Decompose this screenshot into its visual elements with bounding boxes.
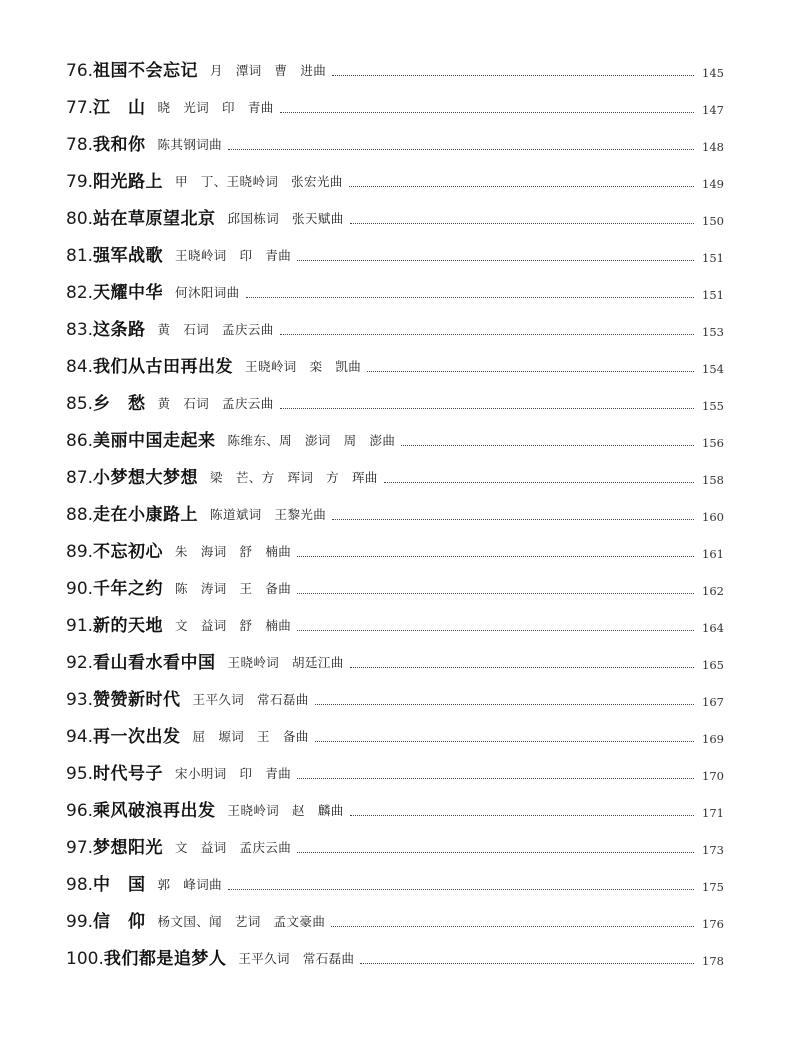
dot-leader — [246, 297, 694, 298]
entry-credits: 王晓岭词 赵 麟曲 — [227, 803, 344, 818]
entry-title: 小梦想大梦想 — [93, 468, 199, 488]
entry-number: 79. — [66, 172, 94, 192]
entry-credits: 陈维东、周 澎词 周 澎曲 — [227, 433, 396, 448]
entry-title: 江 山 — [93, 98, 146, 118]
entry-credits: 黄 石词 孟庆云曲 — [157, 322, 274, 337]
dot-leader — [297, 593, 694, 594]
entry-credits: 陈其钢词曲 — [157, 137, 223, 152]
toc-entry[interactable] — [66, 533, 724, 563]
dot-leader — [332, 519, 694, 520]
toc-entry[interactable] — [66, 866, 724, 896]
toc-entry[interactable] — [66, 459, 724, 489]
dot-leader — [297, 852, 694, 853]
dot-leader — [350, 815, 694, 816]
entry-page-number: 170 — [702, 769, 724, 783]
entry-credits: 文 益词 舒 楠曲 — [175, 618, 292, 633]
toc-entry[interactable] — [66, 496, 724, 526]
toc-entry[interactable] — [66, 52, 724, 82]
entry-credits: 甲 丁、王晓岭词 张宏光曲 — [175, 174, 343, 189]
entry-number: 100. — [66, 949, 104, 969]
dot-leader — [315, 704, 694, 705]
toc-entry[interactable] — [66, 348, 724, 378]
entry-title: 中 国 — [93, 875, 146, 895]
entry-title: 赞赞新时代 — [93, 690, 181, 710]
dot-leader — [297, 260, 694, 261]
entry-credits: 王平久词 常石磊曲 — [192, 692, 309, 707]
entry-page-number: 169 — [702, 732, 724, 746]
dot-leader — [349, 186, 694, 187]
entry-title: 梦想阳光 — [93, 838, 164, 858]
entry-page-number: 175 — [702, 880, 724, 894]
dot-leader — [360, 963, 694, 964]
toc-entry[interactable] — [66, 792, 724, 822]
toc-entry[interactable] — [66, 237, 724, 267]
dot-leader — [315, 741, 694, 742]
entry-credits: 陈 涛词 王 备曲 — [175, 581, 292, 596]
entry-credits: 何沐阳词曲 — [175, 285, 240, 300]
dot-leader — [332, 75, 694, 76]
toc-entry[interactable] — [66, 570, 724, 600]
dot-leader — [401, 445, 694, 446]
entry-page-number: 149 — [702, 177, 724, 191]
entry-title: 信 仰 — [93, 912, 146, 932]
entry-title: 新的天地 — [93, 616, 164, 636]
entry-page-number: 153 — [702, 325, 724, 339]
entry-page-number: 151 — [702, 251, 724, 265]
entry-number: 94. — [66, 727, 94, 747]
entry-number: 91. — [66, 616, 94, 636]
entry-credits: 陈道斌词 王黎光曲 — [210, 507, 327, 522]
entry-number: 95. — [66, 764, 94, 784]
entry-number: 76. — [66, 61, 94, 81]
toc-entry[interactable] — [66, 718, 724, 748]
entry-credits: 晓 光词 印 青曲 — [157, 100, 274, 115]
toc-entry[interactable] — [66, 940, 724, 970]
entry-number: 93. — [66, 690, 94, 710]
entry-credits: 月 潭词 曹 进曲 — [210, 63, 327, 78]
toc-entry[interactable] — [66, 89, 724, 119]
toc-entry[interactable] — [66, 755, 724, 785]
toc-entry[interactable] — [66, 644, 724, 674]
entry-title: 我们都是追梦人 — [103, 949, 227, 969]
entry-credits: 杨文国、闻 艺词 孟文豪曲 — [157, 914, 326, 929]
toc-entry[interactable] — [66, 126, 724, 156]
entry-page-number: 154 — [702, 362, 724, 376]
entry-page-number: 162 — [702, 584, 724, 598]
entry-title: 时代号子 — [93, 764, 164, 784]
entry-credits: 王晓岭词 印 青曲 — [175, 248, 292, 263]
entry-credits: 黄 石词 孟庆云曲 — [157, 396, 274, 411]
entry-title: 站在草原望北京 — [93, 209, 216, 229]
entry-page-number: 161 — [702, 547, 724, 561]
entry-title: 走在小康路上 — [93, 505, 199, 525]
entry-number: 98. — [66, 875, 94, 895]
entry-credits: 文 益词 孟庆云曲 — [175, 840, 292, 855]
entry-number: 90. — [66, 579, 94, 599]
toc-entry[interactable] — [66, 903, 724, 933]
entry-page-number: 173 — [702, 843, 724, 857]
dot-leader — [280, 408, 694, 409]
entry-title: 强军战歌 — [93, 246, 164, 266]
toc-entry[interactable] — [66, 681, 724, 711]
entry-credits: 屈 塬词 王 备曲 — [192, 729, 309, 744]
toc-entry[interactable] — [66, 163, 724, 193]
entry-number: 80. — [66, 209, 94, 229]
dot-leader — [280, 112, 694, 113]
dot-leader — [297, 556, 694, 557]
entry-title: 我和你 — [93, 135, 146, 155]
entry-page-number: 148 — [702, 140, 724, 154]
entry-number: 88. — [66, 505, 94, 525]
dot-leader — [228, 889, 694, 890]
dot-leader — [367, 371, 694, 372]
toc-entry[interactable] — [66, 607, 724, 637]
entry-number: 99. — [66, 912, 94, 932]
entry-number: 86. — [66, 431, 94, 451]
entry-number: 89. — [66, 542, 94, 562]
entry-title: 美丽中国走起来 — [93, 431, 216, 451]
entry-title: 千年之约 — [93, 579, 164, 599]
entry-credits: 王晓岭词 栾 凯曲 — [245, 359, 362, 374]
dot-leader — [350, 223, 694, 224]
entry-title: 天耀中华 — [93, 283, 164, 303]
entry-title: 乡 愁 — [93, 394, 146, 414]
entry-title: 我们从古田再出发 — [93, 357, 234, 377]
dot-leader — [280, 334, 694, 335]
toc-entry[interactable] — [66, 200, 724, 230]
entry-page-number: 176 — [702, 917, 724, 931]
entry-number: 77. — [66, 98, 94, 118]
entry-credits: 王平久词 常石磊曲 — [238, 951, 355, 966]
entry-page-number: 158 — [702, 473, 724, 487]
entry-page-number: 171 — [702, 806, 724, 820]
entry-page-number: 155 — [702, 399, 724, 413]
entry-title: 看山看水看中国 — [93, 653, 216, 673]
dot-leader — [297, 778, 694, 779]
entry-page-number: 145 — [702, 66, 724, 80]
entry-page-number: 147 — [702, 103, 724, 117]
entry-number: 97. — [66, 838, 94, 858]
entry-number: 78. — [66, 135, 94, 155]
dot-leader — [350, 667, 694, 668]
entry-title: 再一次出发 — [93, 727, 181, 747]
toc-entry[interactable] — [66, 385, 724, 415]
dot-leader — [228, 149, 694, 150]
entry-page-number: 165 — [702, 658, 724, 672]
entry-number: 87. — [66, 468, 94, 488]
entry-credits: 邱国栋词 张天赋曲 — [227, 211, 344, 226]
entry-page-number: 167 — [702, 695, 724, 709]
entry-page-number: 178 — [702, 954, 724, 968]
toc-entry[interactable] — [66, 311, 724, 341]
entry-title: 乘风破浪再出发 — [93, 801, 216, 821]
entry-credits: 梁 芒、方 珲词 方 珲曲 — [210, 470, 378, 485]
entry-page-number: 156 — [702, 436, 724, 450]
toc-entry[interactable] — [66, 422, 724, 452]
entry-title: 这条路 — [93, 320, 146, 340]
entry-credits: 王晓岭词 胡廷江曲 — [227, 655, 344, 670]
entry-title: 祖国不会忘记 — [93, 61, 199, 81]
toc-entry[interactable] — [66, 274, 724, 304]
toc-entry[interactable] — [66, 829, 724, 859]
entry-page-number: 150 — [702, 214, 724, 228]
entry-credits: 朱 海词 舒 楠曲 — [175, 544, 292, 559]
entry-number: 85. — [66, 394, 94, 414]
entry-number: 84. — [66, 357, 94, 377]
entry-title: 不忘初心 — [93, 542, 164, 562]
entry-page-number: 151 — [702, 288, 724, 302]
dot-leader — [331, 926, 694, 927]
entry-credits: 宋小明词 印 青曲 — [175, 766, 292, 781]
entry-number: 96. — [66, 801, 94, 821]
entry-credits: 郭 峰词曲 — [157, 877, 223, 892]
entry-number: 83. — [66, 320, 94, 340]
entry-number: 92. — [66, 653, 94, 673]
dot-leader — [297, 630, 694, 631]
entry-title: 阳光路上 — [93, 172, 164, 192]
entry-page-number: 164 — [702, 621, 724, 635]
entry-number: 81. — [66, 246, 94, 266]
dot-leader — [384, 482, 694, 483]
entry-number: 82. — [66, 283, 94, 303]
entry-page-number: 160 — [702, 510, 724, 524]
